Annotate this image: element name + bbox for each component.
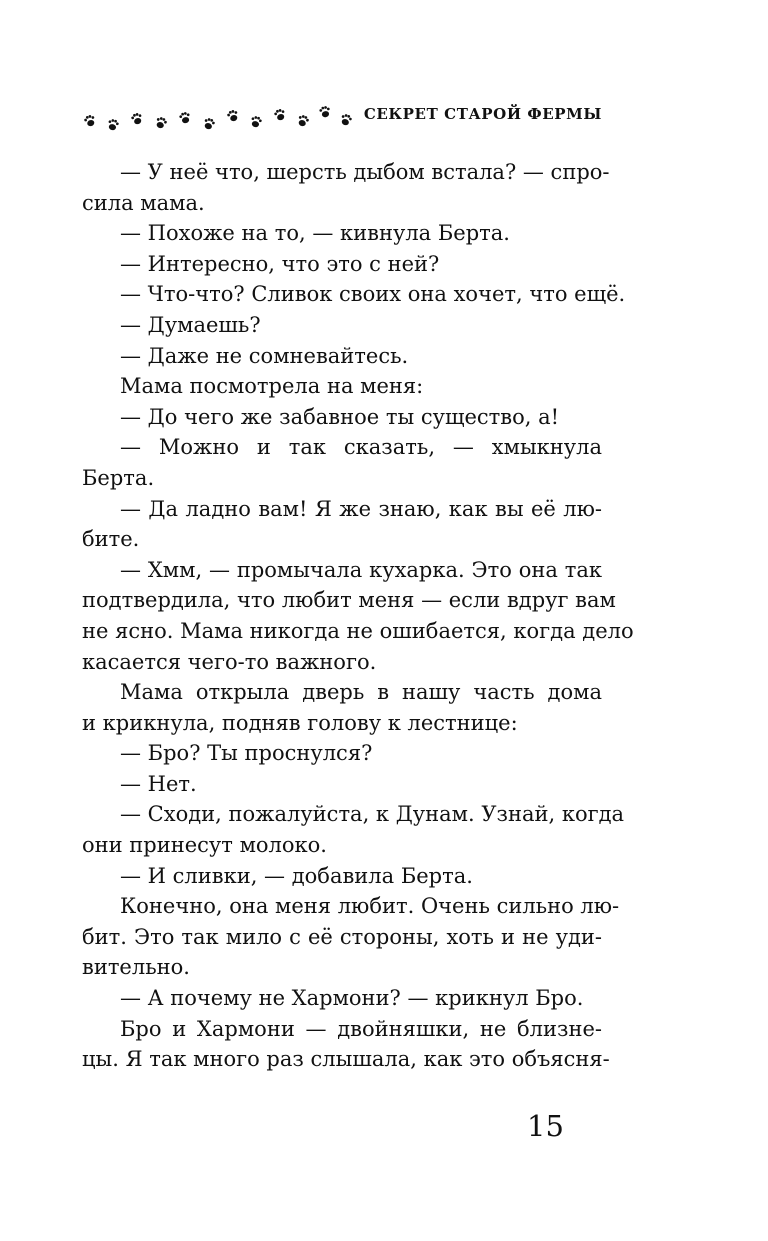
text-line: сила мама. bbox=[82, 190, 205, 215]
running-header bbox=[82, 100, 602, 134]
text-line: Мама посмотрела на меня: bbox=[120, 374, 424, 399]
text-line: — И сливки, — добавила Берта. bbox=[120, 863, 473, 888]
running-title: СЕКРЕТ СТАРОЙ ФЕРМЫ bbox=[363, 105, 602, 123]
text-line: — А почему не Хармони? — крикнул Бро. bbox=[120, 986, 584, 1011]
text-line: Бро и Хармони — двойняшки, не близне- bbox=[120, 1016, 602, 1041]
text-line: бит. Это так мило с её стороны, хоть и не уди- bbox=[82, 924, 602, 949]
text-line: Мама открыла дверь в нашу часть дома bbox=[120, 680, 602, 705]
text-line: и крикнула, подняв голову к лестнице: bbox=[82, 710, 518, 735]
text-line: бите. bbox=[82, 527, 140, 552]
text-line: — До чего же забавное ты существо, а! bbox=[120, 404, 560, 429]
text-line: — Можно и так сказать, — хмыкнула bbox=[120, 435, 602, 460]
text-line: — Нет. bbox=[120, 771, 197, 796]
text-line: — Да ладно вам! Я же знаю, как вы её лю- bbox=[120, 496, 602, 521]
text-line: — У неё что, шерсть дыбом встала? — спро- bbox=[120, 160, 610, 184]
body-text bbox=[82, 157, 634, 1075]
paw-prints-icon bbox=[82, 100, 352, 134]
text-line: — Думаешь? bbox=[120, 312, 261, 337]
text-line: — Бро? Ты проснулся? bbox=[120, 741, 373, 766]
text-line: не ясно. Мама никогда не ошибается, когда дело bbox=[82, 618, 634, 643]
text-line: — Сходи, пожалуйста, к Дунам. Узнай, когда bbox=[120, 802, 625, 827]
text-line: подтвердила, что любит меня — если вдруг вам bbox=[82, 588, 616, 613]
text-line: Конечно, она меня любит. Очень сильно лю- bbox=[120, 894, 620, 919]
text-line: — Интересно, что это с ней? bbox=[120, 251, 440, 276]
page-number: 15 bbox=[527, 1109, 564, 1143]
text-line: — Похоже на то, — кивнула Берта. bbox=[120, 221, 510, 246]
text-line: — Даже не сомневайтесь. bbox=[120, 343, 409, 368]
text-line: цы. Я так много раз слышала, как это объясня- bbox=[82, 1047, 610, 1072]
text-line: — Что-что? Сливок своих она хочет, что ещё. bbox=[120, 282, 626, 307]
text-line: вительно. bbox=[82, 955, 190, 980]
text-line: касается чего-то важного. bbox=[82, 649, 377, 674]
text-line: — Хмм, — промычала кухарка. Это она так bbox=[120, 557, 602, 582]
text-line: Берта. bbox=[82, 465, 155, 490]
text-line: они принесут молоко. bbox=[82, 833, 327, 858]
